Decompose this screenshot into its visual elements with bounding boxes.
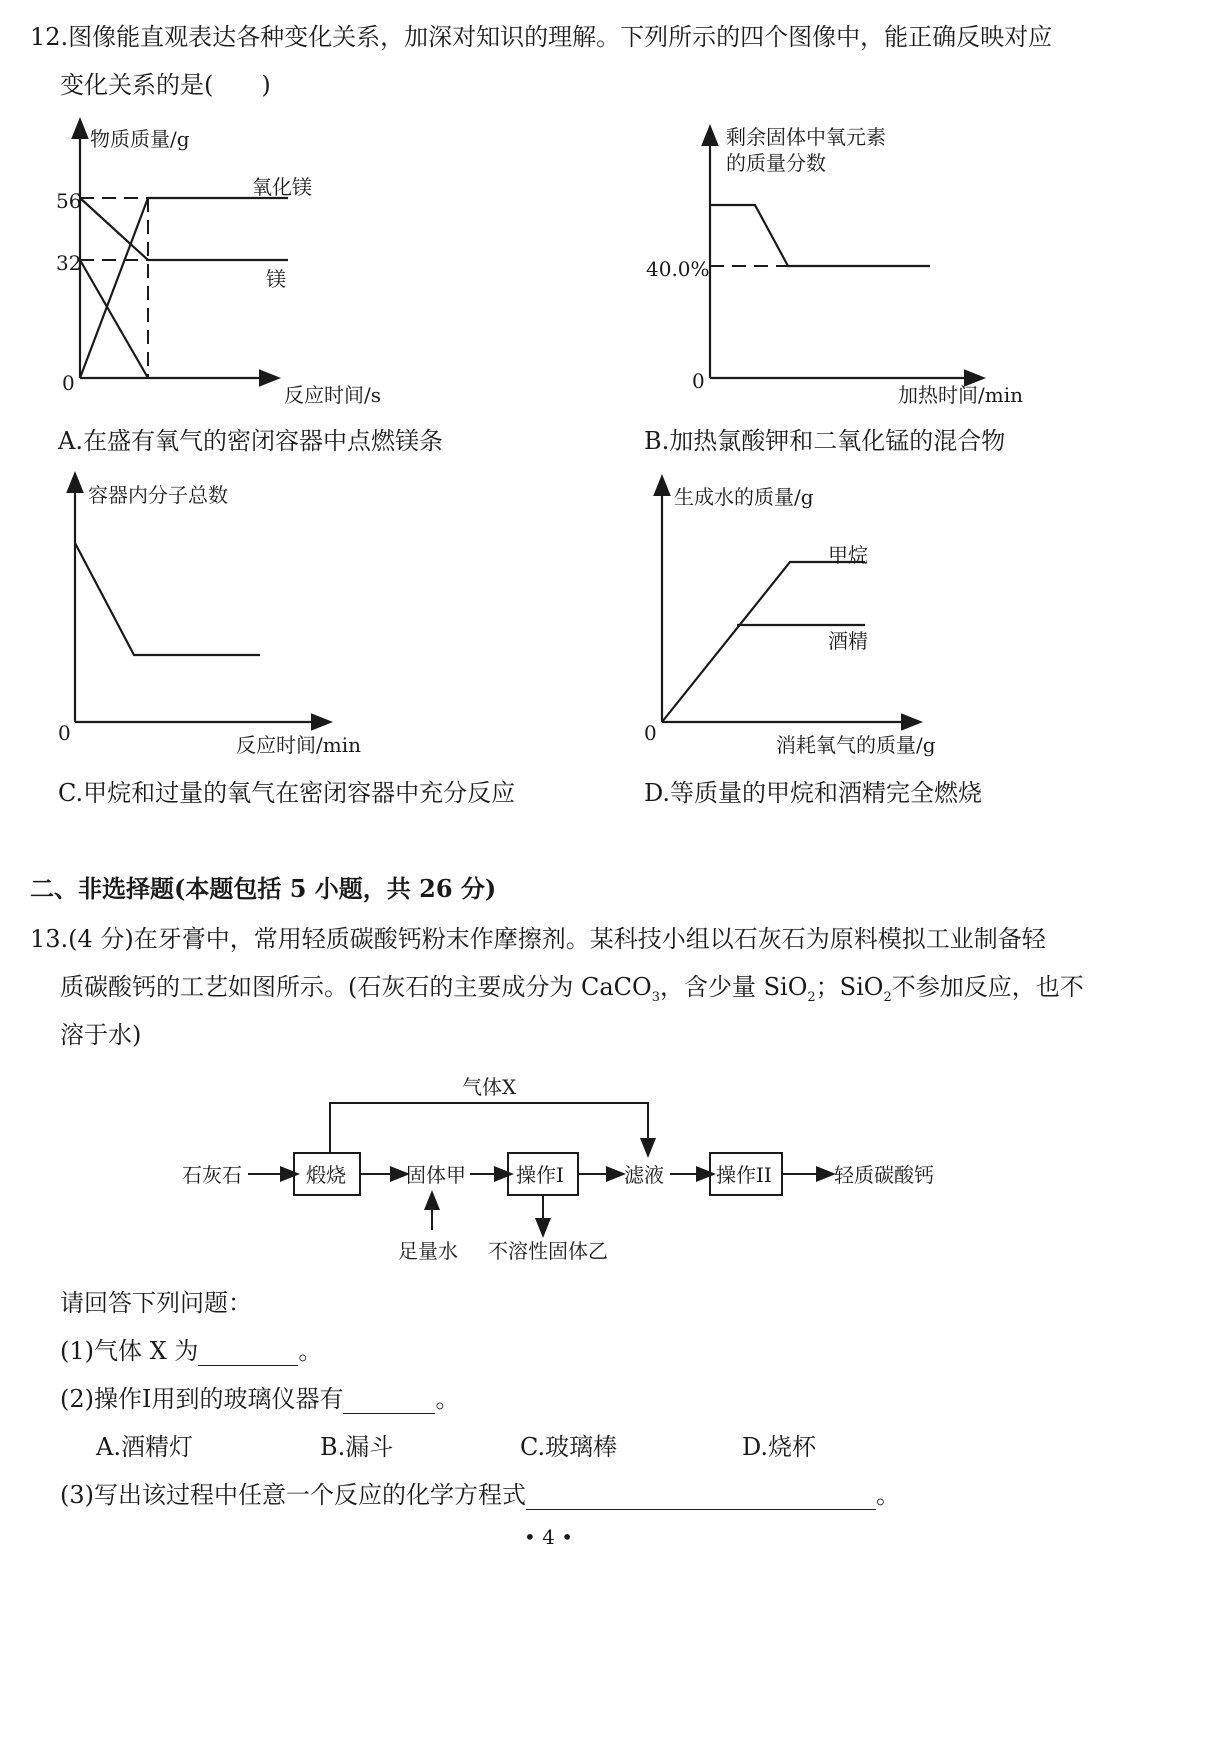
graph-b-ylabel-line1: 剩余固体中氧元素 [726, 125, 886, 149]
answer-blank-3[interactable] [526, 1485, 876, 1510]
q13-option-c: C.玻璃棒 [520, 1433, 618, 1461]
q13-option-d: D.烧杯 [742, 1433, 817, 1461]
graph-d-series-methane: 甲烷 [828, 543, 868, 567]
graph-b-ylabel-line2: 的质量分数 [726, 151, 826, 175]
graph-b-tick-40: 40.0% [646, 257, 710, 281]
flow-limestone: 石灰石 [182, 1163, 242, 1187]
graph-c-origin: 0 [58, 721, 71, 745]
graph-a-tick-56: 56 [56, 189, 82, 213]
graph-d-origin: 0 [644, 721, 657, 745]
graph-a-xlabel: 反应时间/s [284, 383, 382, 407]
flow-solid-b: 不溶性固体乙 [488, 1239, 608, 1263]
graph-b-origin: 0 [692, 369, 705, 393]
q13-option-a: A.酒精灯 [96, 1433, 193, 1461]
graph-a-series-mg: 镁 [266, 267, 286, 291]
graph-b-xlabel: 加热时间/min [898, 383, 1023, 407]
graph-a-o2-line [80, 260, 148, 378]
graph-a-mg-line [80, 198, 288, 260]
section-heading: 二、非选择题(本题包括 5 小题，共 26 分) [30, 874, 497, 903]
q13-prompt: 请回答下列问题： [60, 1289, 252, 1317]
flow-calcine: 煅烧 [306, 1163, 346, 1187]
flow-solid-a: 固体甲 [406, 1163, 466, 1187]
graph-c-xlabel: 反应时间/min [236, 733, 361, 757]
graph-a-caption: A.在盛有氧气的密闭容器中点燃镁条 [58, 427, 443, 455]
graph-d-caption: D.等质量的甲烷和酒精完全燃烧 [644, 779, 983, 807]
q13-stem-line1: 13.(4 分)在牙膏中，常用轻质碳酸钙粉末作摩擦剂。某科技小组以石灰石为原料模拟工业制备轻 [30, 925, 1046, 953]
graph-c-line [75, 543, 260, 655]
answer-blank-2[interactable] [343, 1389, 435, 1414]
graph-c-ylabel: 容器内分子总数 [88, 483, 228, 507]
q13-stem-line3: 溶于水) [60, 1021, 142, 1049]
q13-sub2: (2)操作Ⅰ用到的玻璃仪器有 。 [60, 1385, 460, 1413]
flow-op1: 操作I [516, 1163, 564, 1187]
flow-product: 轻质碳酸钙 [834, 1163, 934, 1187]
q13-sub1: (1)气体 X 为 。 [60, 1337, 323, 1365]
answer-blank-1[interactable] [198, 1341, 298, 1366]
q13-option-b: B.漏斗 [320, 1433, 394, 1461]
q13-sub3: (3)写出该过程中任意一个反应的化学方程式 。 [60, 1481, 900, 1509]
graph-d-series-ethanol: 酒精 [828, 629, 868, 653]
q13-stem-line2: 质碳酸钙的工艺如图所示。(石灰石的主要成分为 CaCO$_3$，含少量 SiO$_2$；SiO$_2$不参加反应，也不 [60, 973, 1084, 1005]
q12-stem-line2: 变化关系的是( ) [60, 71, 271, 99]
graph-a-tick-32: 32 [56, 251, 82, 275]
graph-d-ylabel: 生成水的质量/g [674, 485, 814, 509]
flow-gas-path [330, 1103, 648, 1153]
flow-filtrate: 滤液 [624, 1163, 664, 1187]
flow-water: 足量水 [398, 1239, 458, 1263]
graph-a-series-mgo: 氧化镁 [252, 175, 312, 199]
graph-a-origin: 0 [62, 371, 75, 395]
graph-d-xlabel: 消耗氧气的质量/g [776, 733, 936, 757]
graph-b-line [710, 205, 930, 266]
graph-c-caption: C.甲烷和过量的氧气在密闭容器中充分反应 [58, 779, 516, 807]
q12-stem-line1: 12.图像能直观表达各种变化关系，加深对知识的理解。下列所示的四个图像中，能正确反映对应 [30, 23, 1053, 51]
graph-a-ylabel: 物质质量/g [90, 127, 190, 151]
flow-gas-x: 气体X [462, 1075, 517, 1099]
flow-op2: 操作II [716, 1163, 772, 1187]
page-number: • 4 • [524, 1525, 574, 1549]
graph-b-caption: B.加热氯酸钾和二氧化锰的混合物 [644, 427, 1006, 455]
